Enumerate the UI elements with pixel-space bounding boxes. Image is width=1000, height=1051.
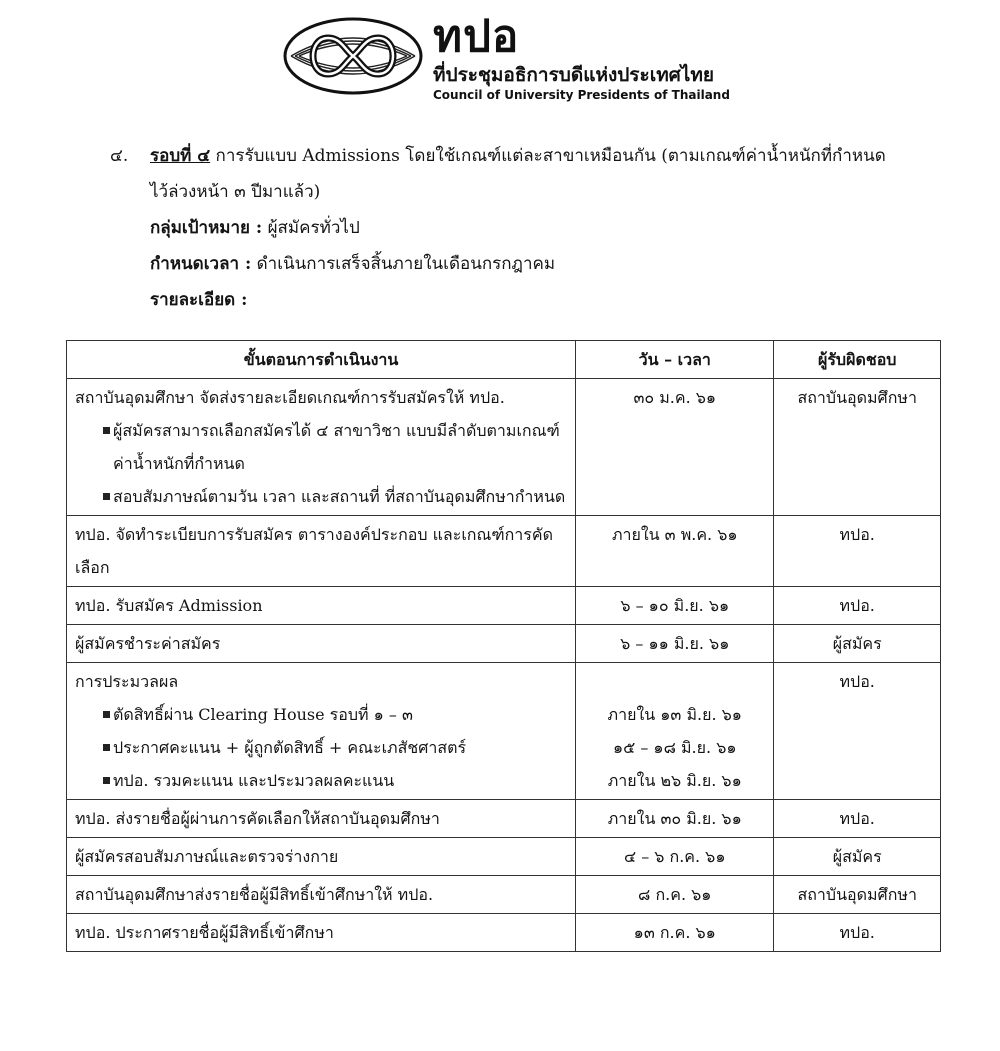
round-description: [110, 138, 950, 318]
owner-cell: ทปอ.: [774, 663, 941, 800]
owner-cell: ผู้สมัคร: [774, 838, 941, 876]
step-text: สถาบันอุดมศึกษา จัดส่งรายละเอียดเกณฑ์การรับสมัครให้ ทปอ.: [75, 388, 505, 407]
bullet-date: ๑๕ – ๑๘ มิ.ย. ๖๑: [612, 738, 737, 757]
owner-cell: ผู้สมัคร: [774, 625, 941, 663]
table-row: [67, 914, 941, 952]
round-label: รอบที่ ๔: [150, 146, 211, 166]
bullet-item: สอบสัมภาษณ์ตามวัน เวลา และสถานที่ ที่สถาบันอุดมศึกษากำหนด: [75, 480, 567, 513]
step-cell: ทปอ. ส่งรายชื่อผู้ผ่านการคัดเลือกให้สถาบันอุดมศึกษา: [67, 800, 576, 838]
deadline-label: กำหนดเวลา :: [150, 254, 252, 274]
target-group: [150, 210, 950, 246]
deadline: [150, 246, 950, 282]
table-header-row: [67, 341, 941, 379]
schedule-table: [66, 340, 941, 952]
header-date: วัน – เวลา: [576, 341, 774, 379]
round-text: การรับแบบ Admissions โดยใช้เกณฑ์แต่ละสาขาเหมือนกัน (ตามเกณฑ์ค่าน้ำหนักที่กำหนด: [210, 146, 886, 166]
logo-abbreviation: ทปอ: [433, 11, 520, 62]
bullet-square-icon: [103, 777, 110, 784]
bullet-date: ภายใน ๑๓ มิ.ย. ๖๑: [607, 705, 742, 724]
round-line-1: [150, 138, 950, 174]
bullet-square-icon: [103, 493, 110, 500]
date-cell: ๔ – ๖ ก.ค. ๖๑: [576, 838, 774, 876]
letterhead: [283, 10, 730, 110]
header-step: ขั้นตอนการดำเนินงาน: [67, 341, 576, 379]
table-row: [67, 663, 941, 800]
bullet-date: ภายใน ๒๖ มิ.ย. ๖๑: [607, 771, 742, 790]
section-number: ๔.: [110, 146, 129, 166]
table-row: [67, 876, 941, 914]
step-cell: ทปอ. จัดทำระเบียบการรับสมัคร ตารางองค์ประกอบ และเกณฑ์การคัดเลือก: [67, 516, 576, 587]
bullet-item: ตัดสิทธิ์ผ่าน Clearing House รอบที่ ๑ – ๓: [75, 698, 567, 731]
date-cell: ๑๓ ก.ค. ๖๑: [576, 914, 774, 952]
table-row: [67, 625, 941, 663]
bullet-item: ประกาศคะแนน + ผู้ถูกตัดสิทธิ์ + คณะเภสัชศาสตร์: [75, 731, 567, 764]
step-cell: ผู้สมัครชำระค่าสมัคร: [67, 625, 576, 663]
date-cell: ภายใน ๓ พ.ค. ๖๑: [576, 516, 774, 587]
owner-cell: ทปอ.: [774, 914, 941, 952]
bullet-square-icon: [103, 711, 110, 718]
step-cell: สถาบันอุดมศึกษาส่งรายชื่อผู้มีสิทธิ์เข้าศึกษาให้ ทปอ.: [67, 876, 576, 914]
date-cell: ๖ – ๑๑ มิ.ย. ๖๑: [576, 625, 774, 663]
table-row: [67, 587, 941, 625]
knot-emblem-icon: [283, 16, 423, 96]
target-label: กลุ่มเป้าหมาย :: [150, 218, 263, 238]
details-label: รายละเอียด :: [150, 290, 248, 310]
step-cell: ทปอ. ประกาศรายชื่อผู้มีสิทธิ์เข้าศึกษา: [67, 914, 576, 952]
owner-cell: สถาบันอุดมศึกษา: [774, 379, 941, 516]
step-cell: ทปอ. รับสมัคร Admission: [67, 587, 576, 625]
logo-english-name: Council of University Presidents of Thailand: [433, 88, 730, 102]
owner-cell: ทปอ.: [774, 516, 941, 587]
bullet-square-icon: [103, 427, 110, 434]
owner-cell: ทปอ.: [774, 800, 941, 838]
table-row: [67, 800, 941, 838]
bullet-square-icon: [103, 744, 110, 751]
logo-thai-name: ที่ประชุมอธิการบดีแห่งประเทศไทย: [433, 64, 715, 86]
header-owner: ผู้รับผิดชอบ: [774, 341, 941, 379]
owner-cell: ทปอ.: [774, 587, 941, 625]
step-cell: [67, 663, 576, 800]
date-cell: ภายใน ๓๐ มิ.ย. ๖๑: [576, 800, 774, 838]
bullet-item: ทปอ. รวมคะแนน และประมวลผลคะแนน: [75, 764, 567, 797]
date-cell: ๖ – ๑๐ มิ.ย. ๖๑: [576, 587, 774, 625]
date-cell: ๘ ก.ค. ๖๑: [576, 876, 774, 914]
step-cell: ผู้สมัครสอบสัมภาษณ์และตรวจร่างกาย: [67, 838, 576, 876]
table-row: [67, 516, 941, 587]
date-cell: ๓๐ ม.ค. ๖๑: [576, 379, 774, 516]
date-cell: [576, 663, 774, 800]
owner-cell: สถาบันอุดมศึกษา: [774, 876, 941, 914]
step-text: การประมวลผล: [75, 672, 179, 691]
round-line-2: ไว้ล่วงหน้า ๓ ปีมาแล้ว): [150, 182, 321, 202]
target-value: ผู้สมัครทั่วไป: [262, 218, 360, 238]
deadline-value: ดำเนินการเสร็จสิ้นภายในเดือนกรกฎาคม: [251, 254, 556, 274]
step-cell: [67, 379, 576, 516]
table-row: [67, 379, 941, 516]
bullet-item: ผู้สมัครสามารถเลือกสมัครได้ ๔ สาขาวิชา แบบมีลำดับตามเกณฑ์ค่าน้ำหนักที่กำหนด: [75, 414, 567, 480]
table-row: [67, 838, 941, 876]
